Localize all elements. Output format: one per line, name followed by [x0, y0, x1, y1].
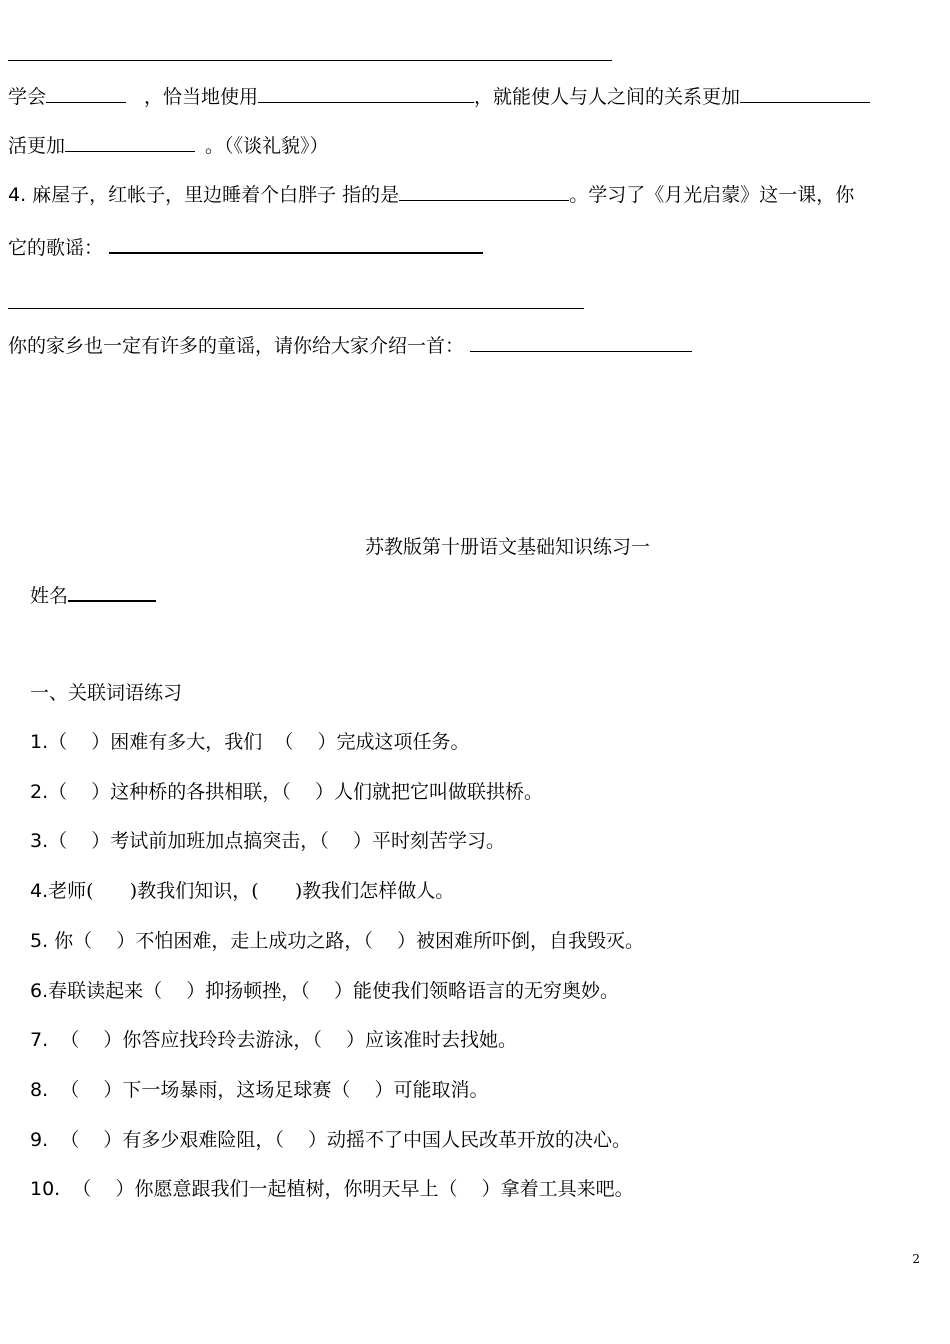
text-huo: 活更加: [8, 135, 66, 157]
blank-2[interactable]: [258, 84, 474, 103]
exercise-number: 5.: [30, 930, 49, 952]
blank-4[interactable]: [65, 133, 195, 152]
text-yueguang: 。学习了《月光启蒙》这一课，你: [569, 184, 855, 206]
exercise-text: （ ）困难有多大，我们 （ ）完成这项任务。: [48, 731, 470, 753]
exercise-item: [30, 779, 543, 805]
exercise-number: 7.: [30, 1029, 49, 1051]
name-label: 姓名: [30, 585, 69, 607]
exercise-number: 2.: [30, 781, 49, 803]
exercise-text: （ ）这种桥的各拱相联，（ ）人们就把它叫做联拱桥。: [48, 781, 543, 803]
exercise-text: （ ）你愿意跟我们一起植树，你明天早上（ ）拿着工具来吧。: [60, 1178, 634, 1200]
exercise-number: 3.: [30, 830, 49, 852]
exercise-item: [30, 978, 619, 1004]
exercise-text: （ ）有多少艰难险阻，（ ）动摇不了中国人民改革开放的决心。: [48, 1129, 632, 1151]
text-geyao: 它的歌谣：: [8, 237, 104, 259]
blank-7[interactable]: [470, 333, 692, 352]
question-line-3: [8, 182, 854, 208]
question-line-2: [8, 133, 329, 159]
text-riddle: 麻屋子，红帐子，里边睡着个白胖子 指的是: [32, 184, 400, 206]
exercise-item: [30, 729, 470, 755]
exercise-item: [30, 1027, 517, 1053]
answer-line-middle: [8, 308, 584, 309]
exercise-number: 6.: [30, 980, 49, 1002]
exercise-number: 10.: [30, 1178, 61, 1200]
text-tanlimao: 。（《谈礼貌》）: [205, 135, 329, 157]
answer-line-top: [8, 60, 612, 61]
exercise-number: 4.: [30, 880, 49, 902]
exercise-text: （ ）下一场暴雨，这场足球赛（ ）可能取消。: [48, 1079, 489, 1101]
exercise-number: 8.: [30, 1079, 49, 1101]
blank-3[interactable]: [740, 84, 870, 103]
exercise-text: （ ）你答应找玲玲去游泳，（ ）应该准时去找她。: [48, 1029, 518, 1051]
exercise-text: （ ）考试前加班加点搞突击，（ ）平时刻苦学习。: [48, 830, 505, 852]
section-title: 一、关联词语练习: [30, 682, 183, 704]
text-tongyao: 你的家乡也一定有许多的童谣，请你给大家介绍一首：: [8, 335, 465, 357]
exercise-text: 老师( )教我们知识，( )教我们怎样做人。: [48, 880, 455, 902]
question-line-1: [8, 84, 870, 110]
exercise-item: [30, 1127, 631, 1153]
page-number: 2: [912, 1252, 920, 1266]
exercise-item: [30, 928, 644, 954]
exercise-item: [30, 1077, 489, 1103]
exercise-number: 9.: [30, 1129, 49, 1151]
text-xuehui: 学会: [8, 86, 47, 108]
question-line-5: [8, 333, 692, 359]
exercise-text: 春联读起来（ ）抑扬顿挫，（ ）能使我们领略语言的无穷奥妙。: [48, 980, 619, 1002]
exercise-item: [30, 878, 454, 904]
exercise-item: [30, 1176, 634, 1202]
name-blank[interactable]: [68, 582, 156, 602]
text-qiadang: ，恰当地使用: [144, 86, 259, 108]
question-number-4: 4.: [8, 184, 27, 206]
name-line: [30, 582, 156, 609]
blank-1[interactable]: [46, 84, 126, 103]
blank-6[interactable]: [109, 234, 483, 254]
exercise-text: 你（ ）不怕困难，走上成功之路，（ ）被困难所吓倒，自我毁灭。: [48, 930, 644, 952]
worksheet-title: 苏教版第十册语文基础知识练习一: [365, 536, 651, 558]
exercise-item: [30, 828, 505, 854]
text-guanxi: ，就能使人与人之间的关系更加: [474, 86, 741, 108]
question-line-4: [8, 234, 483, 261]
blank-5[interactable]: [399, 182, 569, 201]
exercise-number: 1.: [30, 731, 49, 753]
